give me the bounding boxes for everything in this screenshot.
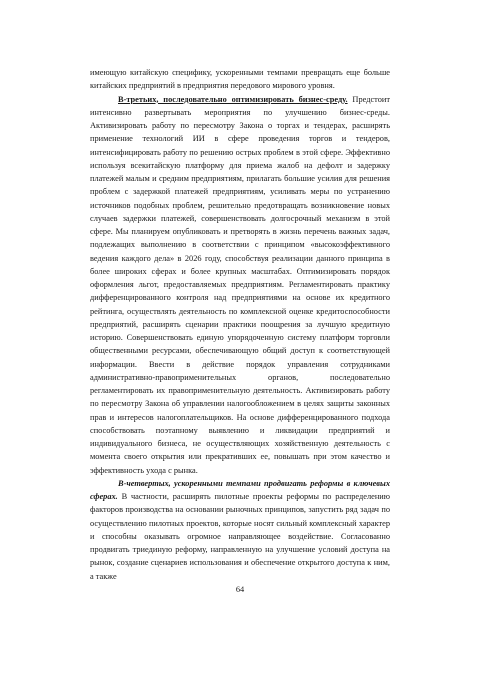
paragraph-body: Предстоит интенсивно развертывать мероприятия по улучшению бизнес-среды. Активизировать работу по пересмотру Закона о торгах и тендерах, расширять применение технологий ИИ в сфере проведения торгов и тендеров, интенсифицировать работу по решению острых проблем в этой сфере. Эффективно используя всекитайскую платформу для приема жалоб на дефолт и задержку платежей малым и средним предприятиям, прилагать большие усилия для решения проблем с задержкой платежей предприятиям, усиливать меры по устранению источников подобных проблем, решительно предотвращать возникновение новых случаев задержки платежей, совершенствовать долгосрочный механизм в этой сфере. Мы планируем опубликовать и претворять в жизнь перечень важных задач, подлежащих выполнению в соответствии с принципом «высокоэффективного ведения каждого дела» в 2026 году, способствуя реализации данного принципа в более широких сферах и более крупных масштабах. Оптимизировать порядок оформления льгот, предоставляемых предприятиям. Регламентировать практику дифференцированного контроля над предприятиями на основе их кредитного рейтинга, осуществлять деятельность по комплексной оценке кредитоспособности предприятий, расширять сценарии практики поощрения за лучшую кредитную историю. Совершенствовать единую упорядоченную систему платформ торговли общественными ресурсами, обеспечивающую общий доступ к соответствующей информации. Ввести в действие порядок управления сотрудниками административно-правоприменительных органов, последовательно регламентировать их правоприменительную деятельность. Активизировать работу по пересмотру Закона об управлении налогообложением в целях защиты законных прав и интересов налогоплательщиков. На основе дифференцированного подхода способствовать поэтапному выявлению и ликвидации предприятий и индивидуального бизнеса, не осуществляющих хозяйственную деятельность с момента своего открытия или прекративших ее, повышать при этом качество и эффективность ухода с рынка.: [90, 94, 390, 475]
body-text: [90, 66, 390, 583]
paragraph-lead: В-третьих, последовательно оптимизировать бизнес-среду.: [118, 94, 348, 104]
paragraph-body: В частности, расширять пилотные проекты реформы по распределению факторов производства на основании рыночных принципов, запустить ряд задач по осуществлению пилотных проектов, которые носят сильный комплексный характер и способны оказывать огромное направляющее воздействие. Согласованно продвигать триединую реформу, направленную на улучшение условий доступа на рынок, создание сценариев использования и обеспечение открытого доступа к ним, а также: [90, 492, 390, 581]
paragraph-body: имеющую китайскую специфику, ускоренными темпами превращать еще больше китайских предприятий в предприятия передового мирового уровня.: [90, 68, 390, 91]
paragraph-continuation: [90, 66, 390, 93]
paragraph-key-reforms: [90, 477, 390, 583]
page-number: 64: [235, 585, 245, 594]
paragraph-business-environment: [90, 93, 390, 477]
paragraph-lead: В-четвертых, ускоренными темпами продвигать реформы в ключевых сферах.: [90, 478, 390, 501]
